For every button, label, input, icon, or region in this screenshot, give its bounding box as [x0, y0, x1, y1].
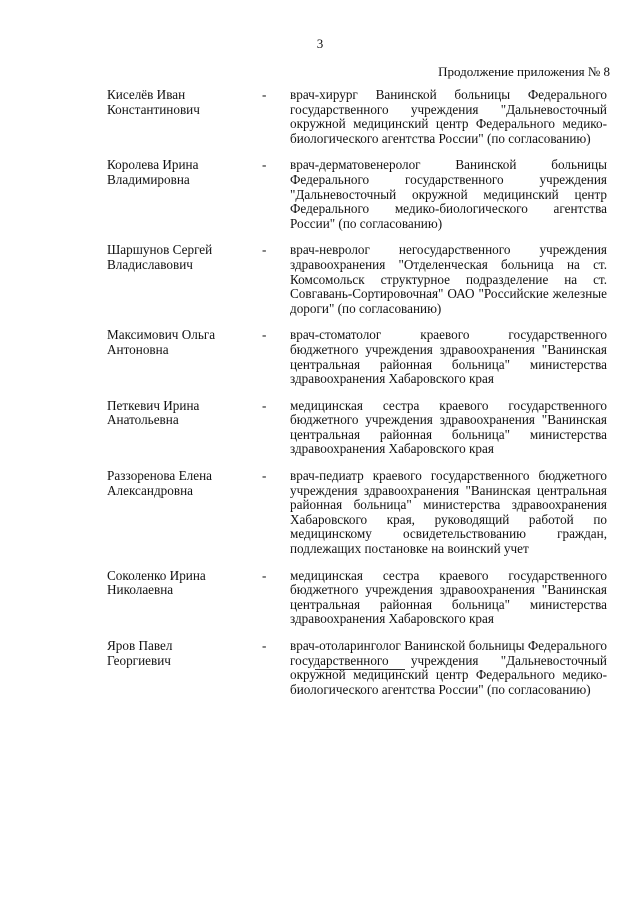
dash-separator: -: [262, 567, 267, 583]
members-list: [107, 88, 607, 709]
person-name: Яров Павел Георгиевич: [107, 638, 173, 668]
dash-separator: -: [262, 87, 267, 102]
person-name: Королева Ирина Владимировна: [107, 157, 199, 187]
list-item: [107, 469, 607, 557]
list-item: [107, 569, 607, 627]
person-position: врач-невролог негосударственного учреждения здравоохранения "Отделенческая больница на ст. Комсомольск структурное подразделение на ст. Совгавань-Сортировочная" ОАО "Российские железные дороги" (по согласованию): [290, 242, 607, 316]
list-item: [107, 399, 607, 457]
list-item: [107, 158, 607, 231]
person-name: Максимович Ольга Антоновна: [107, 327, 216, 357]
closing-divider-line: [315, 669, 405, 670]
page-number: 3: [316, 36, 324, 51]
person-name: Петкевич Ирина Анатольевна: [107, 397, 200, 428]
person-position: врач-педиатр краевого государственного бюджетного учреждения здравоохранения "Ванинская центральная районная больница" министерства здравоохранения Хабаровского края, руководящий работой по медицинскому освидетельствованию граждан, подлежащих постановке на воинский учет: [290, 468, 607, 557]
person-position: медицинская сестра краевого государственного бюджетного учреждения здравоохранения "Ванинская центральная районная больница" министерства здравоохранения Хабаровского края: [290, 567, 607, 627]
person-position: врач-хирург Ванинской больницы Федерального государственного учреждения "Дальневосточный окружной медицинский центр Федерального медико-биологического агентства России" (по согласованию): [290, 87, 607, 146]
person-name: Соколенко Ирина Николаевна: [107, 567, 206, 598]
dash-separator: -: [262, 242, 267, 258]
person-name: Раззоренова Елена Александровна: [107, 468, 212, 498]
person-name: Шаршунов Сергей Владиславович: [107, 242, 213, 272]
dash-separator: -: [262, 397, 267, 413]
list-item: [107, 328, 607, 386]
person-position: врач-стоматолог краевого государственного бюджетного учреждения здравоохранения "Ванинская центральная районная больница" министерства здравоохранения Хабаровского края: [290, 327, 607, 387]
person-position: врач-дерматовенеролог Ванинской больницы Федерального государственного учреждения "Дальневосточный окружной медицинский центр Федерального медико-биологического агентства России" (по согласованию): [290, 157, 607, 231]
dash-separator: -: [262, 638, 267, 653]
dash-separator: -: [262, 157, 267, 173]
dash-separator: -: [262, 468, 267, 484]
person-position: врач-отоларинголог Ванинской больницы Федерального государственного учреждения "Дальневосточный окружной медицинский центр Федерального медико-биологического агентства России" (по согласованию): [290, 638, 607, 697]
list-item: [107, 88, 607, 146]
dash-separator: -: [262, 327, 267, 343]
list-item: [107, 243, 607, 316]
appendix-continuation-label: Продолжение приложения № 8: [438, 64, 610, 79]
person-name: Киселёв Иван Константинович: [107, 87, 200, 117]
person-position: медицинская сестра краевого государственного бюджетного учреждения здравоохранения "Ванинская центральная районная больница" министерства здравоохранения Хабаровского края: [290, 397, 607, 457]
